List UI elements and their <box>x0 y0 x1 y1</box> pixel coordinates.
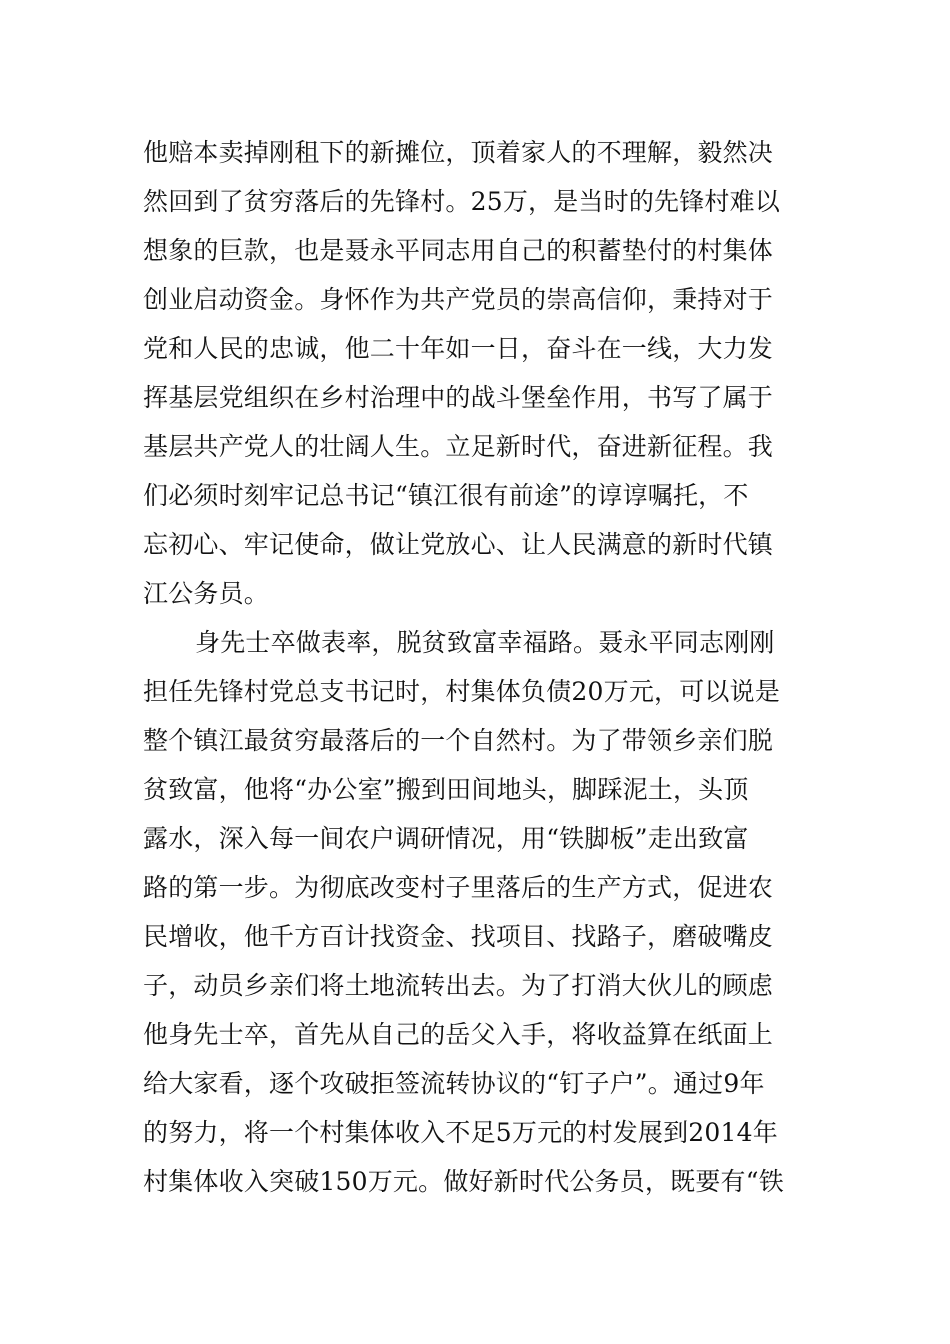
text-line: 担任先锋村党总支书记时，村集体负债20万元，可以说是 <box>143 677 781 706</box>
text-line: 子，动员乡亲们将土地流转出去。为了打消大伙儿的顾虑 <box>143 971 774 1000</box>
text-line: 路的第一步。为彻底改变村子里落后的生产方式，促进农 <box>143 873 774 902</box>
text-line: 忘初心、牢记使命，做让党放心、让人民满意的新时代镇 <box>143 530 774 559</box>
text-line: 整个镇江最贫穷最落后的一个自然村。为了带领乡亲们脱 <box>143 726 774 755</box>
text-line: 基层共产党人的壮阔人生。立足新时代，奋进新征程。我 <box>143 432 774 461</box>
text-line: 露水，深入每一间农户调研情况，用“铁脚板”走出致富 <box>143 824 749 853</box>
text-line: 给大家看，逐个攻破拒签流转协议的“钉子户”。通过9年 <box>143 1069 765 1098</box>
text-line: 贫致富，他将“办公室”搬到田间地头，脚踩泥土，头顶 <box>143 775 749 804</box>
text-line: 村集体收入突破150万元。做好新时代公务员，既要有“铁 <box>143 1167 784 1196</box>
text-line: 党和人民的忠诚，他二十年如一日，奋斗在一线，大力发 <box>143 334 774 363</box>
text-line: 他身先士卒，首先从自己的岳父入手，将收益算在纸面上 <box>143 1020 774 1049</box>
paragraph-first-line: 身先士卒做表率，脱贫致富幸福路。聂永平同志刚刚 <box>195 628 775 657</box>
text-line: 想象的巨款，也是聂永平同志用自己的积蓄垫付的村集体 <box>143 236 774 265</box>
text-line: 创业启动资金。身怀作为共产党员的崇高信仰，秉持对于 <box>143 285 774 314</box>
text-line: 们必须时刻牢记总书记“镇江很有前途”的谆谆嘱托，不 <box>143 481 749 510</box>
text-line: 民增收，他千方百计找资金、找项目、找路子，磨破嘴皮 <box>143 922 774 951</box>
text-line: 挥基层党组织在乡村治理中的战斗堡垒作用，书写了属于 <box>143 383 774 412</box>
text-line: 然回到了贫穷落后的先锋村。25万，是当时的先锋村难以 <box>143 187 781 216</box>
text-line: 他赔本卖掉刚租下的新摊位，顶着家人的不理解，毅然决 <box>143 138 774 167</box>
text-line: 的努力，将一个村集体收入不足5万元的村发展到2014年 <box>143 1118 778 1147</box>
text-line: 江公务员。 <box>143 579 270 608</box>
